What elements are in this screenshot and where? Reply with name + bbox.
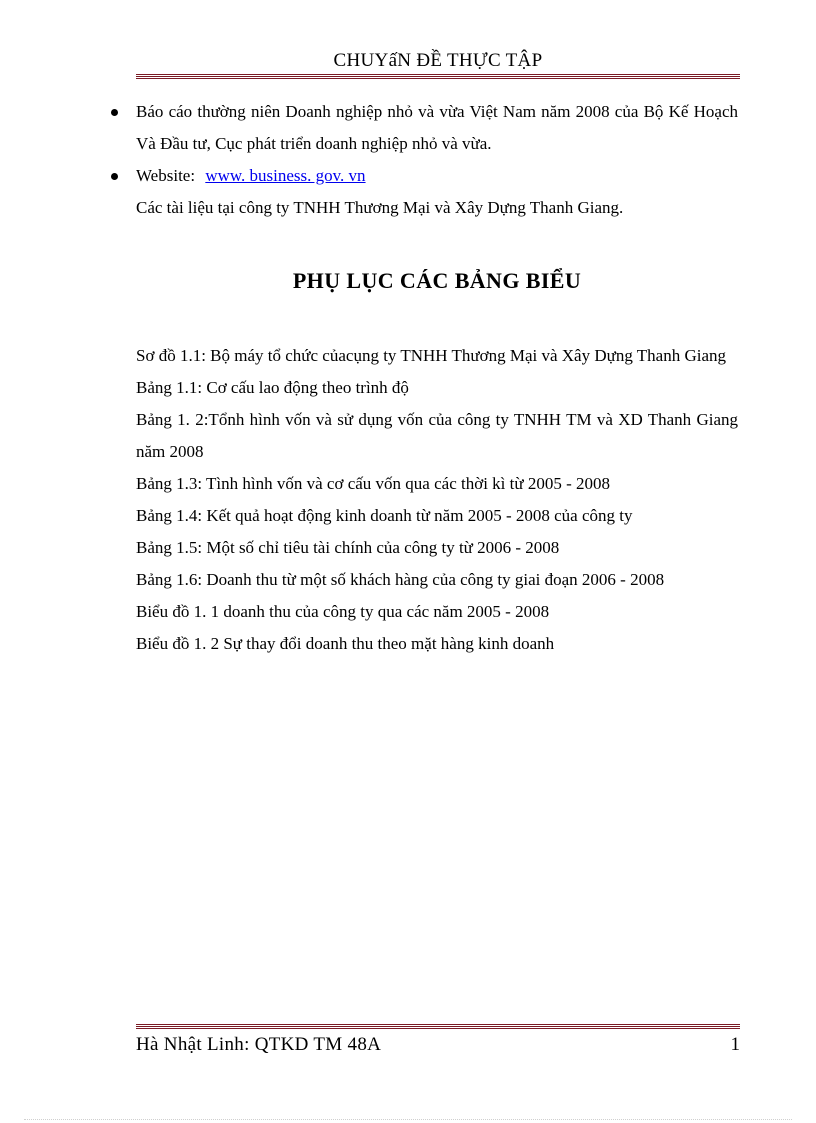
reference-item <box>136 96 738 160</box>
reference-text: Báo cáo thường niên Doanh nghiệp nhỏ và vừa Việt Nam năm 2008 của Bộ Kế Hoạch Và Đầu tư, Cục phát triển doanh nghiệp nhỏ và vừa. <box>136 102 738 153</box>
appendix-item: Bảng 1.4: Kết quả hoạt động kinh doanh từ năm 2005 - 2008 của công ty <box>136 506 633 525</box>
reference-item <box>136 160 738 224</box>
appendix-title: PHỤ LỤC CÁC BẢNG BIỂU <box>292 268 582 293</box>
appendix-item: Bảng 1.3: Tình hình vốn và cơ cấu vốn qua các thời kì từ 2005 - 2008 <box>136 474 610 493</box>
appendix-item: Sơ đồ 1.1: Bộ máy tổ chức củacụng ty TNHH Thương Mại và Xây Dựng Thanh Giang <box>136 346 727 365</box>
bullet-icon <box>111 173 118 180</box>
references-list <box>136 96 738 224</box>
appendix-item: Bảng 1.6: Doanh thu từ một số khách hàng của công ty giai đoạn 2006 - 2008 <box>136 570 665 589</box>
header-divider <box>136 74 740 80</box>
appendix-item: Bảng 1.5: Một số chỉ tiêu tài chính của công ty từ 2006 - 2008 <box>136 538 560 557</box>
website-link[interactable]: www. business. gov. vn <box>205 166 366 185</box>
appendix-item: Bảng 1.1: Cơ cấu lao động theo trình độ <box>136 378 409 397</box>
footer-divider <box>136 1024 740 1030</box>
appendix-list <box>136 340 738 660</box>
bullet-icon <box>111 109 118 116</box>
appendix-item: Bảng 1. 2:Tổnh hình vốn và sử dụng vốn của công ty TNHH TM và XD Thanh Giang năm 2008 <box>136 410 738 461</box>
page-header-title: CHUYấN ĐỀ THỰC TẬP <box>333 50 543 71</box>
reference-label: Website: <box>136 166 196 185</box>
footer-author: Hà Nhật Linh: QTKD TM 48A <box>136 1034 382 1055</box>
appendix-item: Biểu đồ 1. 1 doanh thu của công ty qua các năm 2005 - 2008 <box>136 602 550 621</box>
page-bottom-border <box>24 1119 792 1120</box>
page-number: 1 <box>730 1034 740 1055</box>
appendix-item: Biểu đồ 1. 2 Sự thay đổi doanh thu theo mặt hàng kinh doanh <box>136 634 555 653</box>
reference-extra-text: Các tài liệu tại công ty TNHH Thương Mại và Xây Dựng Thanh Giang. <box>136 198 624 217</box>
